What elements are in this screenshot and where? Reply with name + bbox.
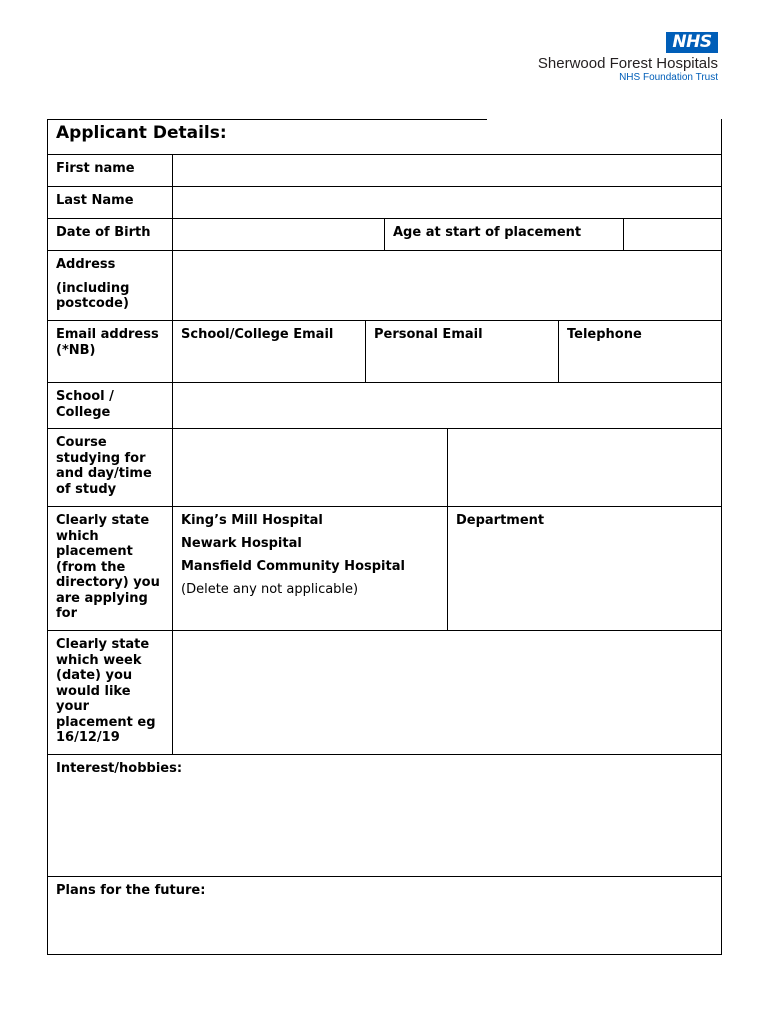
last-name-field[interactable] (172, 187, 721, 218)
placement-options[interactable] (172, 507, 447, 630)
age-field[interactable] (623, 219, 721, 250)
org-trust: NHS Foundation Trust (619, 72, 718, 83)
plans-field[interactable]: Plans for the future: (56, 883, 206, 898)
dob-label: Date of Birth (56, 225, 151, 240)
study-time-field[interactable] (447, 429, 721, 506)
plans-row (47, 877, 722, 955)
address-label (48, 251, 172, 320)
age-label: Age at start of placement (384, 219, 623, 250)
dob-field[interactable] (172, 219, 384, 250)
week-label: Clearly state which week (date) you would like your placement eg 16/12/19 (56, 637, 156, 745)
org-name: Sherwood Forest Hospitals (537, 55, 718, 72)
course-field[interactable] (172, 429, 447, 506)
first-name-field[interactable] (172, 155, 721, 186)
placement-option-newark[interactable]: Newark Hospital (181, 536, 302, 551)
last-name-label: Last Name (56, 193, 134, 208)
department-field[interactable]: Department (447, 507, 721, 630)
nhs-logo (520, 32, 720, 84)
school-row (47, 383, 722, 429)
form-title: Applicant Details: (56, 123, 227, 143)
placement-option-kings-mill[interactable]: King’s Mill Hospital (181, 513, 323, 528)
dob-row (47, 219, 722, 251)
title-row (47, 119, 722, 155)
placement-label: Clearly state which placement (from the directory) you are applying for (56, 513, 160, 621)
interests-row (47, 755, 722, 877)
placement-row (47, 507, 722, 631)
personal-email-field[interactable]: Personal Email (365, 321, 558, 382)
first-name-label: First name (56, 161, 135, 176)
address-row (47, 251, 722, 321)
school-email-field[interactable]: School/College Email (172, 321, 365, 382)
interests-field[interactable]: Interest/hobbies: (56, 761, 183, 776)
address-field[interactable] (172, 251, 721, 320)
placement-option-mansfield[interactable]: Mansfield Community Hospital (181, 559, 405, 574)
school-field[interactable] (172, 383, 721, 428)
week-row (47, 631, 722, 755)
course-label: Course studying for and day/time of study (56, 435, 152, 497)
school-label: School / College (56, 389, 114, 420)
address-label-line1: Address (56, 257, 116, 272)
first-name-row (47, 155, 722, 187)
address-label-line2: (including postcode) (56, 280, 130, 311)
week-field[interactable] (172, 631, 721, 754)
email-label: Email address (*NB) (56, 327, 159, 358)
nhs-logo-badge: NHS (666, 32, 718, 53)
last-name-row (47, 187, 722, 219)
email-row (47, 321, 722, 383)
course-row (47, 429, 722, 507)
applicant-form (47, 119, 722, 955)
placement-note: (Delete any not applicable) (181, 582, 359, 597)
telephone-field[interactable]: Telephone (558, 321, 721, 382)
